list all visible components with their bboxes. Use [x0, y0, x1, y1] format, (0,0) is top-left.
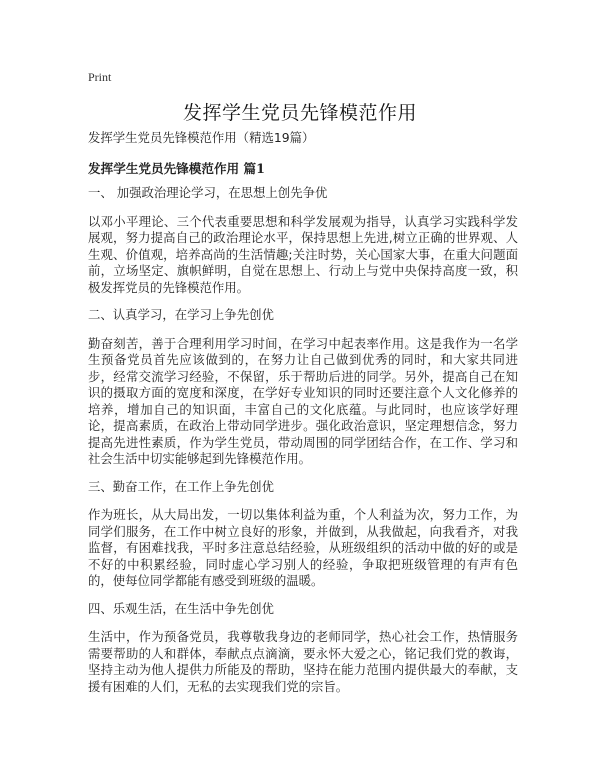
section-heading-2: 二、认真学习，在学习上争先创优	[88, 307, 274, 322]
section-heading-3: 三、勤奋工作，在工作上争先创优	[88, 478, 274, 494]
paragraph-1: 以邓小平理论、三个代表重要思想和科学发展观为指导，认真学习实践科学发展观，努力提高自己的政治理论水平，保持思想上先进,树立正确的世界观、人生观、价值观，培养高尚的生活情趣;关注时势，关心国家大事，在重大问题面前，立场坚定、旗帜鲜明，自觉在思想上、行动上与党中央保持高度一致，积极发挥党员的先锋模范作用。	[88, 213, 518, 295]
document-body	[88, 130, 518, 706]
print-link[interactable]: Print	[88, 70, 112, 84]
document-subtitle: 发挥学生党员先锋模范作用（精选19篇）	[88, 130, 315, 145]
paragraph-3: 作为班长，从大局出发，一切以集体利益为重，个人利益为次，努力工作，为同学们服务，在工作中树立良好的形象，并做到，从我做起，向我看齐，对我监督，有困难找我，平时多注意总结经验，从班级组织的活动中做的好的或是不好的中积累经验，同时虚心学习别人的经验，争取把班级管理的有声有色的，使每位同学都能有感受到班级的温暖。	[88, 507, 518, 588]
paragraph-2: 勤奋刻苦，善于合理利用学习时间，在学习中起表率作用。这是我作为一名学生预备党员首先应该做到的，在努力让自己做到优秀的同时，和大家共同进步，经常交流学习经验，不保留，乐于帮助后进的同学。另外，提高自己在知识的摄取方面的宽度和深度，在学好专业知识的同时还要注意个人文化修养的培养，增加自己的知识面，丰富自己的文化底蕴。与此同时，也应该学好理论，提高素质，在政治上带动同学进步。强化政治意识，坚定理想信念，努力提高先进性素质，作为学生党员，带动周围的同学团结合作，在工作、学习和社会生活中切实能够起到先锋模范作用。	[88, 335, 518, 466]
paragraph-4: 生活中，作为预备党员，我尊敬我身边的老师同学，热心社会工作，热情服务需要帮助的人和群体，奉献点点滴滴，要永怀大爱之心，铭记我们党的教诲，坚持主动为他人提供力所能及的帮助，坚持在能力范围内提供最大的奉献，支援有困难的人们，无私的去实现我们党的宗旨。	[88, 629, 518, 694]
section-heading-4: 四、乐观生活，在生活中争先创优	[88, 600, 274, 616]
section-title: 发挥学生党员先锋模范作用 篇1	[88, 160, 265, 176]
section-heading-1: 一、 加强政治理论学习，在思想上创先争优	[88, 185, 328, 200]
page-title: 发挥学生党员先锋模范作用	[182, 102, 417, 124]
